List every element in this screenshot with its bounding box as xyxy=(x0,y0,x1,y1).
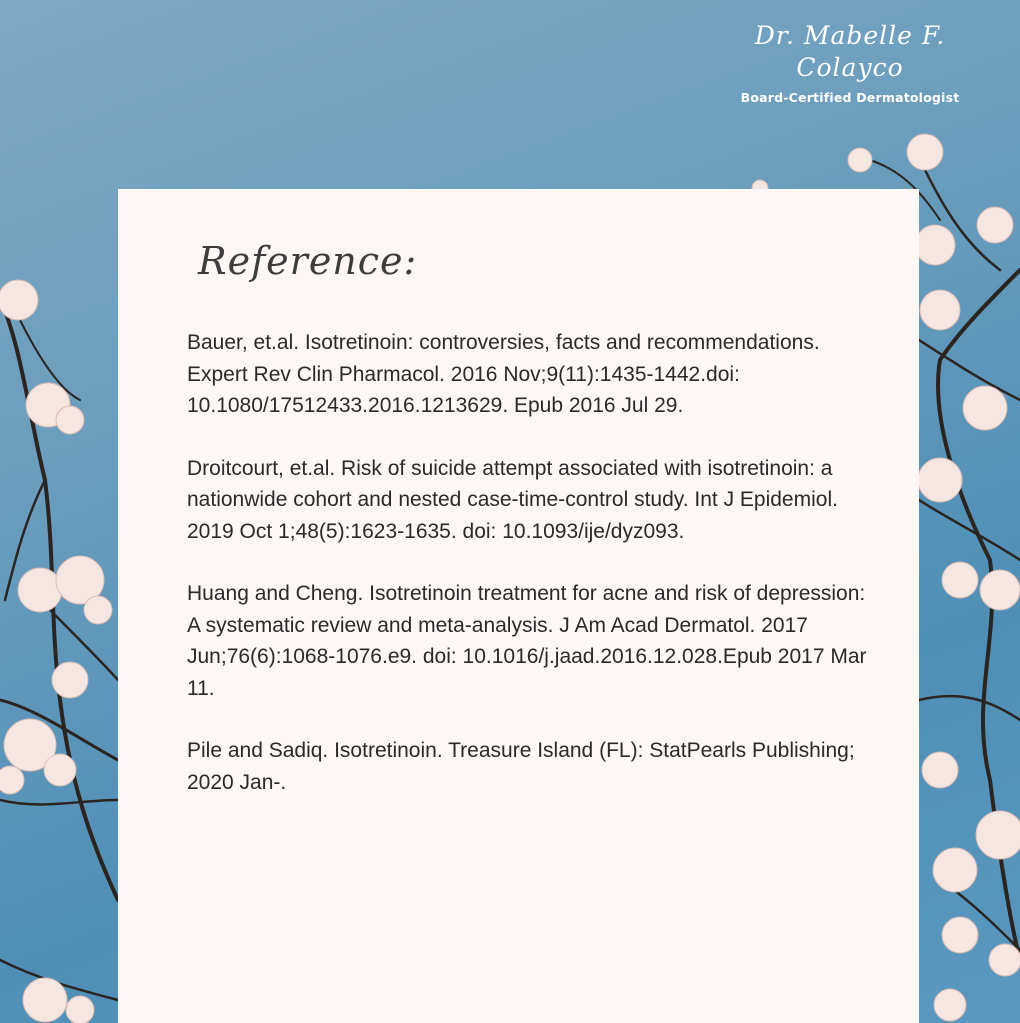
doctor-title: Board-Certified Dermatologist xyxy=(740,90,960,105)
reference-item: Huang and Cheng. Isotretinoin treatment for acne and risk of depression: A systematic review and meta-analysis. J Am Acad Dermatol. 2017 Jun;76(6):1068-1076.e9. doi: 10.1016/j.jaad.2016.12.028.Epub 2017 Mar 11. xyxy=(187,582,867,700)
reference-heading: Reference: xyxy=(198,239,418,283)
reference-card xyxy=(118,189,919,1023)
brand-header xyxy=(700,20,1000,105)
doctor-name-signature: Dr. Mabelle F. Colayco xyxy=(754,21,946,82)
reference-item: Droitcourt, et.al. Risk of suicide attempt associated with isotretinoin: a nationwide cohort and nested case-time-control study. Int J Epidemiol. 2019 Oct 1;48(5):1623-1635. doi: 10.1093/ije/dyz093. xyxy=(187,456,838,543)
reference-item: Bauer, et.al. Isotretinoin: controversies, facts and recommendations. Expert Rev Clin Pharmacol. 2016 Nov;9(11):1435-1442.doi: 10.1080/17512433.2016.1213629. Epub 2016 Jul 29. xyxy=(187,331,820,417)
reference-list xyxy=(187,327,877,829)
reference-item: Pile and Sadiq. Isotretinoin. Treasure Island (FL): StatPearls Publishing; 2020 Jan-. xyxy=(187,739,855,794)
